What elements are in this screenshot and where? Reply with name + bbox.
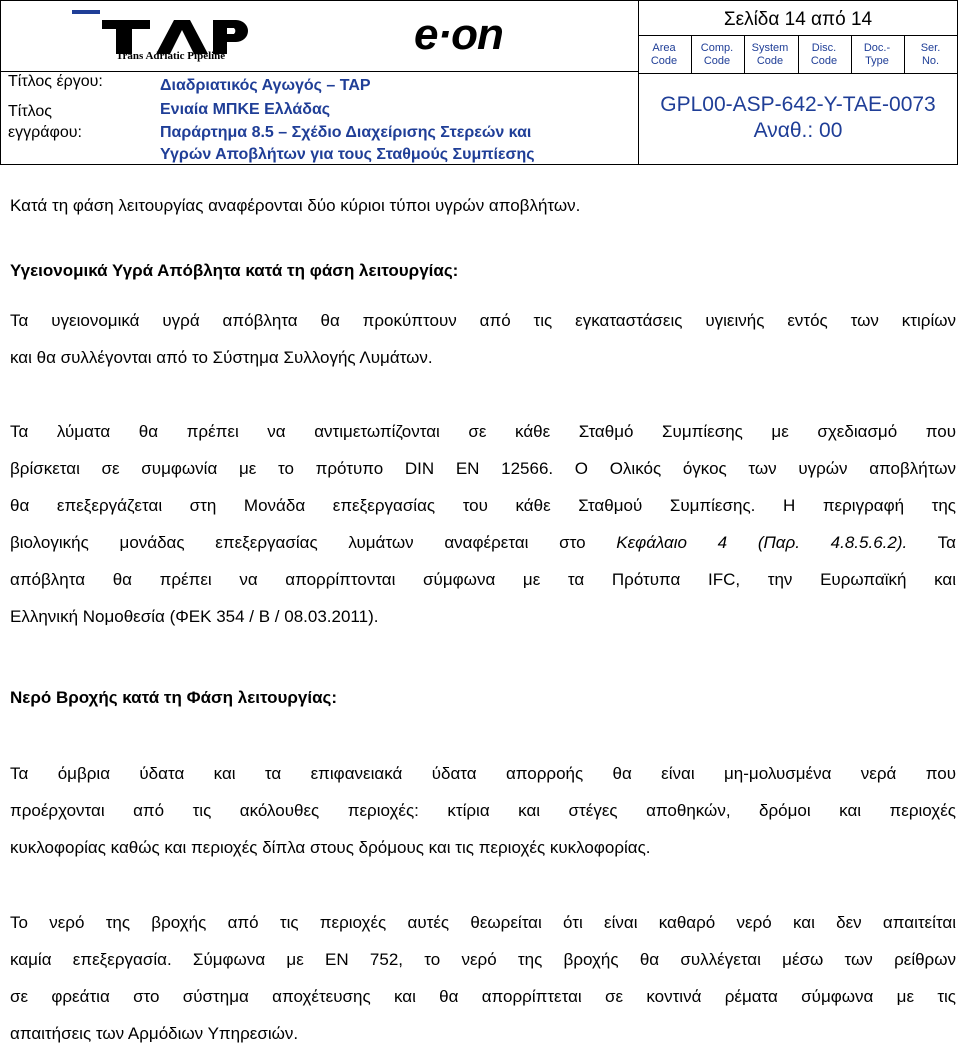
text-line: Το νερό της βροχής από τις περιοχές αυτές θεωρείται ότι είναι καθαρό νερό και δεν απαιτείται (10, 913, 956, 932)
text-line: προέρχονται από τις ακόλουθες περιοχές: κτίρια και στέγες αποθηκών, δρόμοι και περιοχές (10, 801, 956, 820)
code-column-label (851, 42, 903, 68)
text-line: θα επεξεργάζεται στη Μονάδα επεξεργασίας του κάθε Σταθμού Συμπίεσης. Η περιγραφή της (10, 496, 956, 515)
text-line: Τα λύματα θα πρέπει να αντιμετωπίζονται σε κάθε Σταθμό Συμπίεσης με σχεδιασμό που (10, 422, 956, 441)
document-title-label: Τίτλος (8, 103, 53, 120)
code-label-line1: Comp. (700, 42, 734, 54)
code-label-line2: Code (810, 55, 838, 67)
text-line: Ελληνική Νομοθεσία (ΦΕΚ 354 / Β / 08.03.2011). (10, 607, 379, 626)
text-line: και θα συλλέγονται από το Σύστημα Συλλογής Λυμάτων. (10, 348, 433, 367)
code-label-line2: Code (756, 55, 784, 67)
text-line: καμία επεξεργασία. Σύμφωνα με EN 752, το νερό της βροχής θα συλλέγεται μέσω των ρείθρων (10, 950, 956, 969)
paragraph-sanitary-1 (10, 302, 956, 376)
code-label-line1: Disc. (811, 42, 837, 54)
tap-logo-subtitle: Trans Adriatic Pipeline (116, 50, 226, 62)
document-title-line2: Παράρτημα 8.5 – Σχέδιο Διαχείρισης Στερεών και (160, 124, 532, 141)
text-line: βιολογικής μονάδας επεξεργασίας λυμάτων αναφέρεται στο Κεφάλαιο 4 (Παρ. 4.8.5.6.2). Τα (10, 533, 956, 552)
eon-logo: e·on (414, 10, 503, 59)
code-column-label (691, 42, 743, 68)
section-heading-rainwater: Νερό Βροχής κατά τη Φάση λειτουργίας: (10, 688, 338, 707)
project-title-value: Διαδριατικός Αγωγός – TAP (160, 77, 371, 94)
text-line: σε φρεάτια στο σύστημα αποχέτευσης και θα απορρίπτεται σε κοντινά ρέματα σύμφωνα με τις (10, 987, 956, 1006)
code-column-label (798, 42, 850, 68)
page-number: Σελίδα 14 από 14 (723, 9, 873, 30)
paragraph-rainwater-1 (10, 755, 956, 866)
document-title-label-line2: εγγράφου: (8, 124, 82, 141)
code-column-label (638, 42, 690, 68)
text-line: κυκλοφορίας καθώς και περιοχές δίπλα στους δρόμους και τις περιοχές κυκλοφορίας. (10, 838, 651, 857)
code-label-line1: Area (652, 42, 676, 54)
project-title-label: Τίτλος έργου: (8, 73, 103, 90)
code-label-line1: Doc.- (863, 42, 891, 54)
code-label-line1: System (751, 42, 789, 54)
text-line: βρίσκεται σε συμφωνία με το πρότυπο DIN EN 12566. Ο Ολικός όγκος των υγρών αποβλήτων (10, 459, 956, 478)
code-label-line2: Code (703, 55, 731, 67)
header-divider (638, 73, 958, 74)
text-line: Τα όμβρια ύδατα και τα επιφανειακά ύδατα απορροής θα είναι μη-μολυσμένα νερά που (10, 764, 956, 783)
code-label-line1: Ser. (920, 42, 941, 54)
paragraph-sanitary-2 (10, 413, 956, 635)
document-title-line1: Ενιαία ΜΠΚΕ Ελλάδας (160, 101, 331, 118)
revision-label: Αναθ.: 00 (753, 119, 843, 142)
code-label-line2: No. (921, 55, 940, 67)
code-column-label (904, 42, 957, 68)
code-label-line2: Code (650, 55, 678, 67)
document-number: GPL00-ASP-642-Y-TAE-0073 (660, 93, 936, 116)
section-heading-sanitary: Υγειονομικά Υγρά Απόβλητα κατά τη φάση λειτουργίας: (10, 261, 459, 280)
text-line: απαιτήσεις των Αρμόδιων Υπηρεσιών. (10, 1024, 299, 1043)
paragraph-rainwater-2 (10, 904, 956, 1052)
intro-paragraph: Κατά τη φάση λειτουργίας αναφέρονται δύο κύριοι τύποι υγρών αποβλήτων. (10, 196, 581, 215)
header-divider (1, 71, 638, 72)
chapter-reference: Κεφάλαιο 4 (Παρ. 4.8.5.6.2). (616, 533, 908, 552)
text-line: Τα υγειονομικά υγρά απόβλητα θα προκύπτουν από τις εγκαταστάσεις υγιεινής εντός των κτιρίων (10, 311, 956, 330)
text-line: απόβλητα θα πρέπει να απορρίπτονται σύμφωνα με τα Πρότυπα IFC, την Ευρωπαϊκή και (10, 570, 956, 589)
code-label-line2: Type (865, 55, 889, 67)
code-column-label (744, 42, 796, 68)
document-title-line3: Υγρών Αποβλήτων για τους Σταθμούς Συμπίεσης (160, 146, 535, 163)
